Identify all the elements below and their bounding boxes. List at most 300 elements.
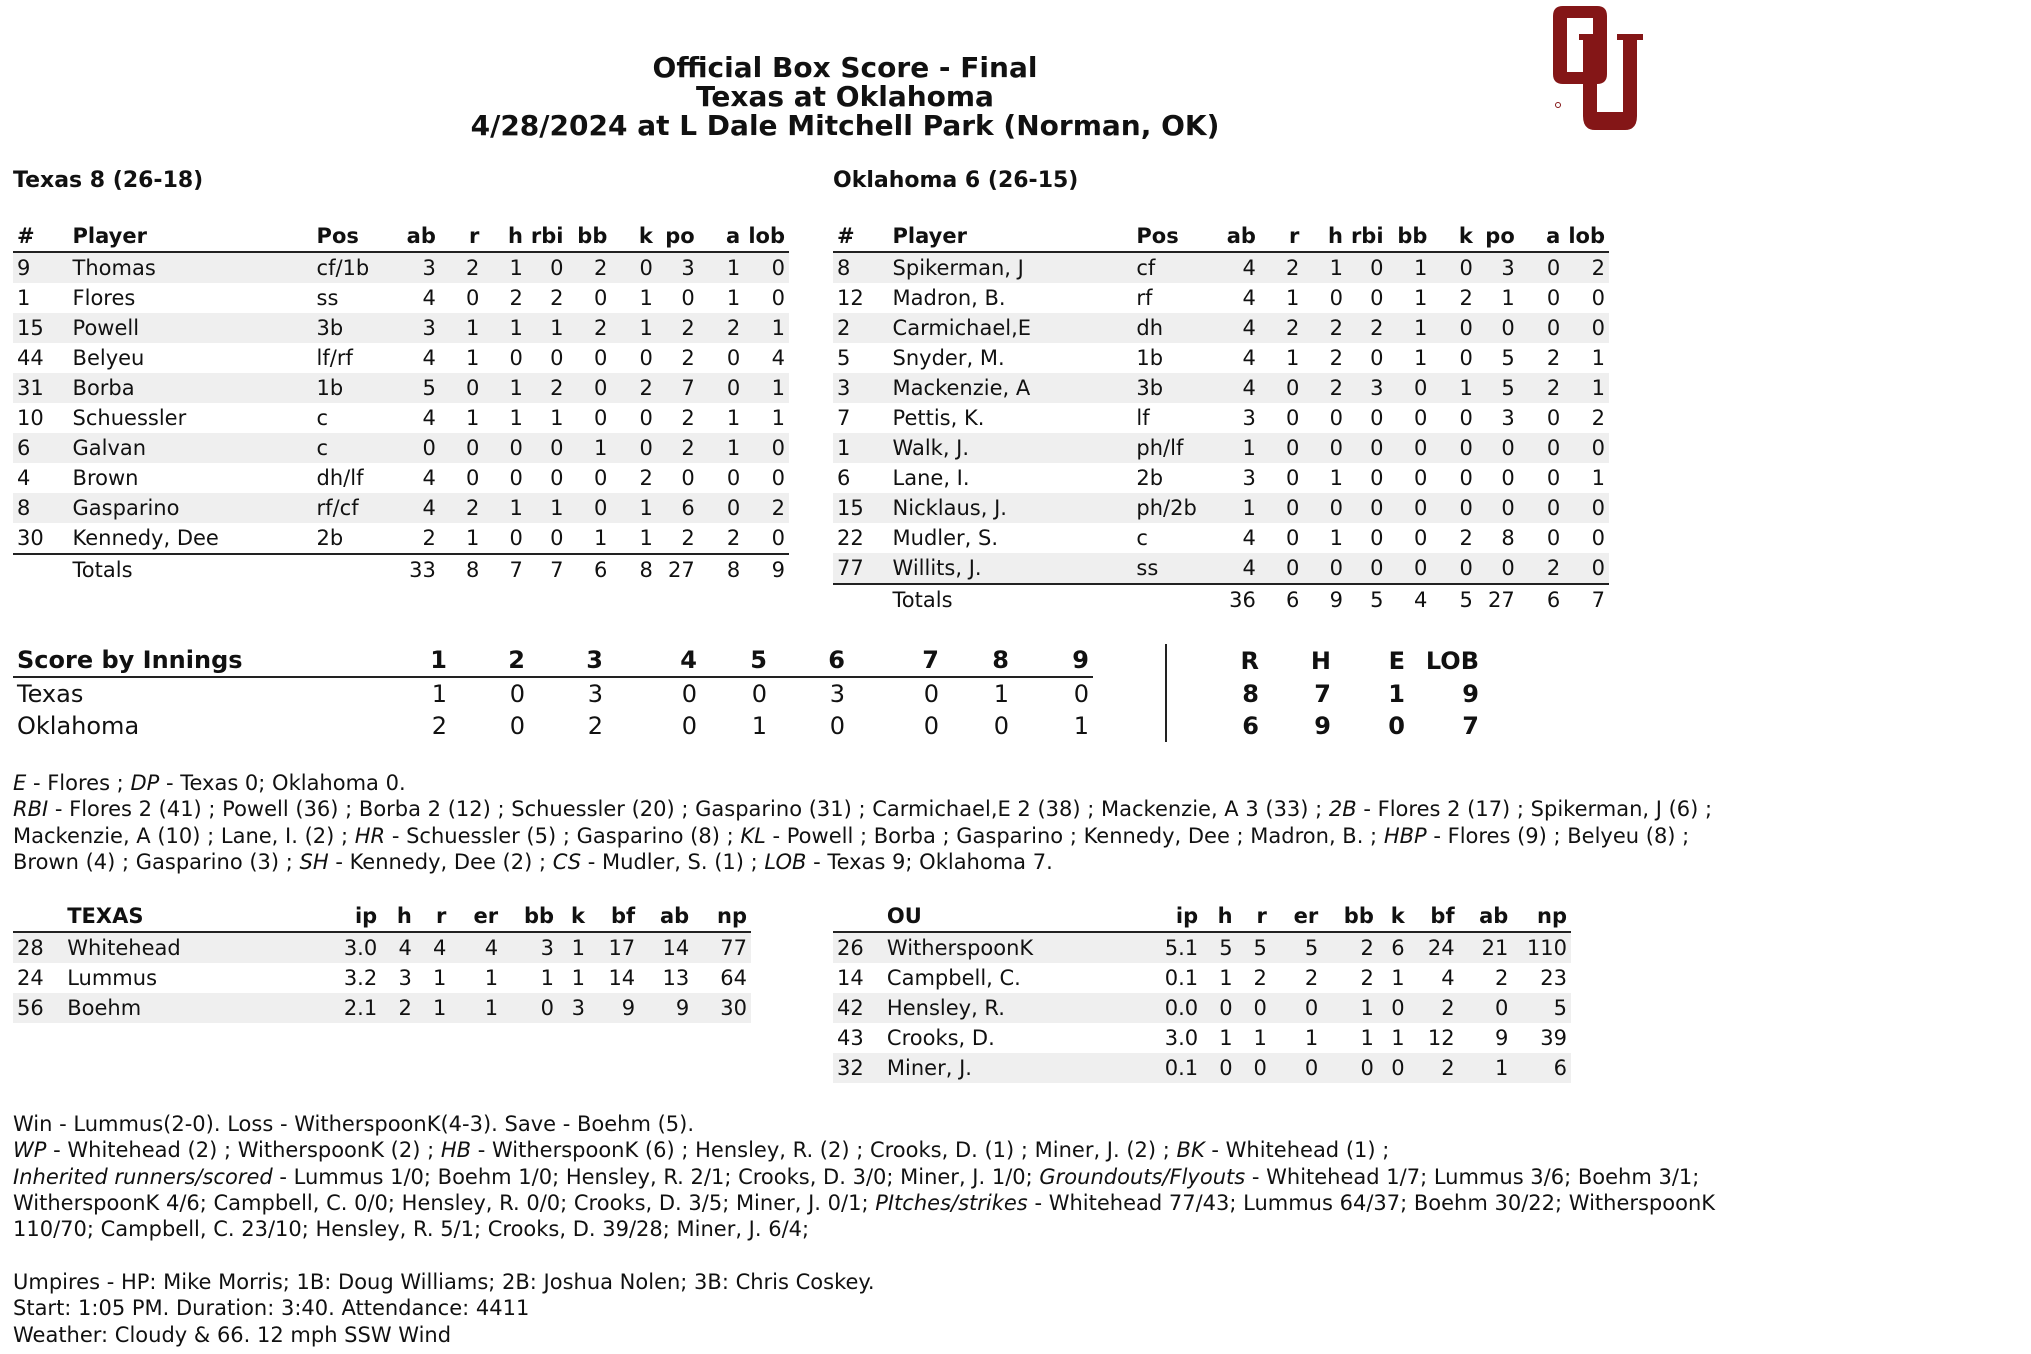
inning-score: 0 xyxy=(1073,680,1089,708)
stat-cell: 5 xyxy=(1477,373,1519,403)
player-name: Snyder, M. xyxy=(892,346,1005,370)
stat-cell: 2 xyxy=(1519,373,1564,403)
stat-cell: 0.0 xyxy=(1137,993,1202,1023)
stat-cell: 3 xyxy=(657,252,699,283)
stat-cell: 0 xyxy=(1459,993,1513,1023)
stat-cell: 1 xyxy=(1216,433,1260,463)
stat-cell: 0 xyxy=(1477,493,1519,523)
umpires-line: Umpires - HP: Mike Morris; 1B: Doug Williams; 2B: Joshua Nolen; 3B: Chris Coskey. xyxy=(13,1270,875,1294)
inning-header: 8 xyxy=(943,644,1013,677)
stat-cell: 2 xyxy=(440,493,484,523)
col-header: bb xyxy=(502,901,558,932)
stat-cell: 1 xyxy=(540,966,555,990)
inning-score: 1 xyxy=(993,680,1009,708)
stat-cell: 2 xyxy=(1253,966,1267,990)
pitching-row xyxy=(833,1023,1571,1053)
stat-cell: 0 xyxy=(568,493,612,523)
stat-cell: 2 xyxy=(1564,252,1609,283)
stat-cell: 15 xyxy=(13,313,69,343)
hr-text: - Schuessler (5) ; Gasparino (8) ; xyxy=(385,823,741,848)
player-name: Walk, J. xyxy=(889,433,1133,463)
pitcher-name: Miner, J. xyxy=(883,1053,1137,1083)
stat-cell: 1 xyxy=(611,523,656,554)
stat-cell: 0 xyxy=(639,346,653,370)
inning-score: 2 xyxy=(431,712,447,740)
stat-cell: 0 xyxy=(483,433,527,463)
stat-cell: 0 xyxy=(509,466,523,490)
stat-cell: 0 xyxy=(1591,286,1605,310)
player-name: Madron, B. xyxy=(892,286,1006,310)
stat-cell: 44 xyxy=(17,346,44,370)
batting-row xyxy=(833,343,1609,373)
col-header: ab xyxy=(396,221,440,252)
batting-row xyxy=(13,313,789,343)
stat-cell: 0 xyxy=(1546,526,1561,550)
pitcher-name: Campbell, C. xyxy=(886,966,1021,990)
stat-cell: 0 xyxy=(1347,433,1388,463)
stat-cell: 4 xyxy=(1242,286,1256,310)
stat-cell: 0 xyxy=(1519,493,1564,523)
hbp-text: - Flores (9) ; Belyeu (8) ; xyxy=(1426,823,1690,848)
hr-label: HR xyxy=(354,823,386,848)
col-header: lob xyxy=(1564,221,1609,252)
stat-cell: 5 xyxy=(1202,932,1236,963)
stat-cell: 1 xyxy=(1322,993,1378,1023)
totals-cell: 6 xyxy=(568,554,612,585)
stat-cell: 21 xyxy=(1459,932,1513,963)
stat-cell: 0 xyxy=(466,286,480,310)
inning-score: 0 xyxy=(509,712,525,740)
stat-cell: 28 xyxy=(13,932,63,963)
inning-score: 2 xyxy=(587,712,603,740)
stat-cell: 3 xyxy=(1347,373,1388,403)
stat-cell: 4 xyxy=(1242,346,1256,370)
ou-pitching-table xyxy=(833,901,1571,1083)
stat-cell: 110 xyxy=(1512,932,1571,963)
stat-cell: cf xyxy=(1132,252,1216,283)
stat-cell: 0 xyxy=(1378,1053,1409,1083)
col-header: er xyxy=(1271,901,1322,932)
stat-cell: 6 xyxy=(1378,932,1409,963)
game-info xyxy=(13,1269,875,1348)
stat-cell: 0 xyxy=(594,346,608,370)
batting-notes xyxy=(13,770,1712,875)
stat-cell: 3 xyxy=(396,313,440,343)
stat-cell: 15 xyxy=(833,493,889,523)
stat-cell: 8 xyxy=(833,252,889,283)
player-name: Galvan xyxy=(69,433,313,463)
stat-cell: 0 xyxy=(1347,252,1388,283)
stat-cell: 1 xyxy=(466,406,480,430)
stat-cell: cf/1b xyxy=(313,252,396,283)
stat-cell: 1 xyxy=(483,252,527,283)
notes-line-1 xyxy=(13,770,1712,796)
stat-cell: 2 xyxy=(1260,252,1304,283)
ps-label: PItches/strikes xyxy=(875,1190,1028,1215)
pitching-notes xyxy=(13,1111,1715,1242)
player-name: Powell xyxy=(69,313,313,343)
stat-cell: 5 xyxy=(1271,932,1322,963)
stat-cell: 4 xyxy=(1242,526,1256,550)
stat-cell: 14 xyxy=(608,966,636,990)
stat-cell: 1 xyxy=(1391,1026,1405,1050)
stat-cell: 2 xyxy=(1409,993,1459,1023)
stat-cell: 2 xyxy=(1494,966,1509,990)
stat-cell: 1 xyxy=(1286,286,1300,310)
box-score-title xyxy=(0,53,1690,140)
summary-header: E xyxy=(1388,646,1405,675)
stat-cell: c xyxy=(316,406,329,430)
stat-cell: 0 xyxy=(527,252,568,283)
inning-score: 0 xyxy=(509,680,525,708)
stat-cell: 3.0 xyxy=(316,932,381,963)
stat-cell: 4 xyxy=(1441,966,1455,990)
line-score-label: Score by Innings xyxy=(13,644,393,677)
stat-cell: 2 xyxy=(657,523,699,554)
pitcher-name: Whitehead xyxy=(63,932,316,963)
stat-cell: 9 xyxy=(1494,1026,1509,1050)
stat-cell: 5.1 xyxy=(1137,932,1202,963)
batting-row xyxy=(833,463,1609,493)
gf-text: - Whitehead 1/7; Lummus 3/6; Boehm 3/1; xyxy=(1245,1164,1700,1189)
line-score-header-row xyxy=(13,644,1483,677)
stat-cell: 2 xyxy=(1409,1053,1459,1083)
stat-cell: 0 xyxy=(1519,433,1564,463)
pitcher-name: Crooks, D. xyxy=(886,1026,995,1050)
col-header: rbi xyxy=(527,221,568,252)
stat-cell: 0 xyxy=(1260,553,1304,584)
stat-cell: 0 xyxy=(568,373,612,403)
stat-cell: 0 xyxy=(1564,433,1609,463)
stat-cell: 1 xyxy=(726,406,741,430)
hb-text: - WitherspoonK (6) ; Hensley, R. (2) ; Crooks, D. (1) ; Miner, J. (2) ; xyxy=(471,1138,1177,1163)
totals-cell: 4 xyxy=(1388,584,1432,615)
stat-cell: 0 xyxy=(1347,553,1388,584)
batting-row xyxy=(13,252,789,283)
stat-cell: lf xyxy=(1136,406,1150,430)
batting-row xyxy=(833,553,1609,584)
stat-cell: 4 xyxy=(1216,373,1260,403)
stat-cell: 2 xyxy=(396,523,440,554)
stat-cell: 2b xyxy=(1136,466,1164,490)
bk-text: - Whitehead (1) ; xyxy=(1204,1138,1390,1163)
stat-cell: 0 xyxy=(1477,313,1519,343)
stat-cell: 13 xyxy=(662,966,690,990)
totals-row xyxy=(833,584,1609,615)
stat-cell: 4 xyxy=(17,466,31,490)
stat-cell: 64 xyxy=(720,966,747,990)
col-header: bb xyxy=(1322,901,1378,932)
lob-text: - Texas 9; Oklahoma 7. xyxy=(806,849,1053,874)
stat-cell: 0 xyxy=(744,252,789,283)
col-header: OU xyxy=(883,901,1137,932)
col-header: k xyxy=(1378,901,1409,932)
player-name: Pettis, K. xyxy=(892,406,985,430)
stat-cell: 0 xyxy=(1431,252,1476,283)
stat-cell: 1 xyxy=(1253,1026,1267,1050)
stat-cell: 1 xyxy=(571,966,585,990)
stat-cell: 3b xyxy=(313,313,396,343)
stat-cell: 0 xyxy=(1303,433,1347,463)
inning-score: 1 xyxy=(751,712,767,740)
player-name: Mackenzie, A xyxy=(889,373,1133,403)
stat-cell: 2 xyxy=(440,252,484,283)
stat-cell: 1 xyxy=(744,373,789,403)
stat-cell: ss xyxy=(316,286,339,310)
col-header: po xyxy=(657,221,699,252)
stat-cell: 0 xyxy=(1370,406,1384,430)
stat-cell: 1 xyxy=(17,286,31,310)
player-name: Carmichael,E xyxy=(889,313,1133,343)
stat-cell: 2 xyxy=(611,373,656,403)
stat-cell: 1 xyxy=(483,373,527,403)
ir-label: Inherited runners/scored xyxy=(13,1164,273,1189)
title-line-3: 4/28/2024 at L Dale Mitchell Park (Norman, OK) xyxy=(470,109,1220,142)
totals-cell: 33 xyxy=(396,554,440,585)
col-header: np xyxy=(693,901,751,932)
stat-cell: 0 xyxy=(681,466,695,490)
pitching-row xyxy=(13,963,751,993)
col-header: r xyxy=(416,901,450,932)
stat-cell: 7 xyxy=(657,373,699,403)
col-header: ab xyxy=(1216,221,1260,252)
pitching-row xyxy=(13,993,751,1023)
stat-cell: 0 xyxy=(639,406,653,430)
stat-cell: 2 xyxy=(657,313,699,343)
stat-cell: rf/cf xyxy=(313,493,396,523)
stat-cell: 2 xyxy=(568,313,612,343)
texas-batting-header-row xyxy=(13,221,789,252)
inning-header: 4 xyxy=(607,644,701,677)
stat-cell: 0 xyxy=(483,523,527,554)
texas-pitching-header-row xyxy=(13,901,751,932)
totals-cell: 27 xyxy=(1477,584,1519,615)
pitcher-name: WitherspoonK xyxy=(883,932,1137,963)
stat-cell: 2 xyxy=(657,433,699,463)
stat-cell: 1 xyxy=(466,346,480,370)
stat-cell: 22 xyxy=(837,526,864,550)
totals-cell: 6 xyxy=(1519,584,1564,615)
e-text: - Flores ; xyxy=(26,771,131,795)
stat-cell: 0.1 xyxy=(1137,1053,1202,1083)
pitching-row xyxy=(833,963,1571,993)
stat-cell: 1 xyxy=(550,406,564,430)
stat-cell: 0 xyxy=(1501,466,1515,490)
col-header: ab xyxy=(639,901,693,932)
stat-cell: 0 xyxy=(1388,373,1432,403)
totals-cell: Totals xyxy=(69,554,313,585)
stat-cell: 0 xyxy=(1459,406,1473,430)
stat-cell: 1b xyxy=(313,373,396,403)
player-name: Belyeu xyxy=(72,346,145,370)
stat-cell: 12 xyxy=(837,286,864,310)
stat-cell: 2 xyxy=(527,373,568,403)
stat-cell: ph/lf xyxy=(1132,433,1216,463)
inning-score: 1 xyxy=(1073,712,1089,740)
col-header: h xyxy=(483,221,527,252)
stat-cell: 0 xyxy=(1286,466,1300,490)
col-header: er xyxy=(450,901,502,932)
stat-cell: 0 xyxy=(1546,286,1561,310)
totals-cell xyxy=(1132,584,1216,615)
oklahoma-heading: Oklahoma 6 (26-15) xyxy=(833,168,1079,193)
stat-cell: 2 xyxy=(568,252,612,283)
col-header: k xyxy=(558,901,589,932)
stat-cell: 1 xyxy=(558,932,589,963)
inning-score: 3 xyxy=(587,680,603,708)
stat-cell: 39 xyxy=(1540,1026,1567,1050)
sh-text: - Kennedy, Dee (2) ; xyxy=(328,849,553,874)
stat-cell: 0 xyxy=(550,466,564,490)
stat-cell: 0 xyxy=(1431,433,1476,463)
stat-cell: 8 xyxy=(13,493,69,523)
pitcher-name: Hensley, R. xyxy=(883,993,1137,1023)
stat-cell: 0 xyxy=(1271,993,1322,1023)
col-header: bb xyxy=(1388,221,1432,252)
sh-label: SH xyxy=(299,849,329,874)
stat-cell: 4 xyxy=(422,406,436,430)
stat-cell: 2 xyxy=(1303,313,1347,343)
stat-cell: 1 xyxy=(1303,252,1347,283)
stat-cell: 1 xyxy=(1304,1026,1319,1050)
pitching-row xyxy=(833,1053,1571,1083)
stat-cell: 0 xyxy=(1519,313,1564,343)
stat-cell: 0 xyxy=(1378,993,1409,1023)
totals-cell: 8 xyxy=(611,554,656,585)
stat-cell: 1 xyxy=(483,313,527,343)
stat-cell: 1 xyxy=(699,252,744,283)
col-header: ip xyxy=(316,901,381,932)
col-header: a xyxy=(1519,221,1564,252)
summary-value: 8 xyxy=(1242,679,1259,708)
player-name: Borba xyxy=(69,373,313,403)
stat-cell: 6 xyxy=(837,466,851,490)
kl-label: KL xyxy=(740,823,766,848)
stat-cell: 24 xyxy=(1409,932,1459,963)
stat-cell: 0 xyxy=(1388,553,1432,584)
batting-row xyxy=(833,373,1609,403)
stat-cell: 1 xyxy=(1414,286,1428,310)
pitcher-name: Boehm xyxy=(63,993,316,1023)
batting-row xyxy=(13,373,789,403)
batting-row xyxy=(13,523,789,554)
stat-cell: 32 xyxy=(833,1053,883,1083)
stat-cell: 1 xyxy=(1219,966,1233,990)
stat-cell: 0 xyxy=(527,433,568,463)
stat-cell: 1 xyxy=(699,433,744,463)
stat-cell: 77 xyxy=(833,553,889,584)
player-name: Brown xyxy=(72,466,139,490)
stat-cell: 1 xyxy=(1286,346,1300,370)
stat-cell: 1 xyxy=(1591,346,1605,370)
stat-cell: 5 xyxy=(1512,993,1571,1023)
stat-cell: 0 xyxy=(611,433,656,463)
kl-text: - Powell ; Borba ; Gasparino ; Kennedy, Dee ; Madron, B. ; xyxy=(765,823,1384,848)
stat-cell: 5 xyxy=(837,346,851,370)
stat-cell: 0 xyxy=(1271,1053,1322,1083)
title-line-1: Official Box Score - Final xyxy=(652,51,1038,84)
stat-cell: 2 xyxy=(681,346,695,370)
col-header: Pos xyxy=(313,221,396,252)
stat-cell: 3 xyxy=(398,966,412,990)
stat-cell: 0 xyxy=(1414,406,1428,430)
stat-cell: 0 xyxy=(550,346,564,370)
stat-cell: 3 xyxy=(558,993,589,1023)
stat-cell: 3 xyxy=(502,932,558,963)
dp-label: DP xyxy=(130,771,160,795)
summary-header: H xyxy=(1310,646,1331,675)
stat-cell: 2 xyxy=(1519,553,1564,584)
totals-cell: 5 xyxy=(1431,584,1476,615)
stat-cell: 2 xyxy=(1459,286,1473,310)
inning-header: 2 xyxy=(451,644,529,677)
stat-cell: 0 xyxy=(396,433,440,463)
batting-row xyxy=(13,343,789,373)
stat-cell: 0 xyxy=(1260,493,1304,523)
stat-cell: 0 xyxy=(1303,493,1347,523)
stat-cell: 0 xyxy=(1347,493,1388,523)
stat-cell: 23 xyxy=(1540,966,1567,990)
stat-cell: 0 xyxy=(1286,526,1300,550)
stat-cell: 4 xyxy=(450,932,502,963)
stat-cell: 4 xyxy=(416,932,450,963)
col-header: h xyxy=(381,901,416,932)
stat-cell: 0 xyxy=(1329,406,1343,430)
stat-cell: 0 xyxy=(1322,1053,1378,1083)
stat-cell: 2b xyxy=(313,523,396,554)
stat-cell: 0 xyxy=(744,523,789,554)
stat-cell: 0 xyxy=(1414,466,1428,490)
stat-cell: 31 xyxy=(13,373,69,403)
stat-cell: 1 xyxy=(771,406,785,430)
totals-cell xyxy=(13,554,69,585)
stat-cell: 77 xyxy=(693,932,751,963)
line-score-row xyxy=(13,677,1483,710)
stat-cell: 0 xyxy=(1260,373,1304,403)
col-header: h xyxy=(1303,221,1347,252)
batting-row xyxy=(13,433,789,463)
stat-cell: 1 xyxy=(440,313,484,343)
stat-cell: 0 xyxy=(611,252,656,283)
team-name: Oklahoma xyxy=(17,712,140,740)
stat-cell: 0 xyxy=(1564,313,1609,343)
inning-header: 7 xyxy=(849,644,943,677)
stat-cell: 0 xyxy=(726,466,741,490)
stat-cell: 2 xyxy=(1260,313,1304,343)
stat-cell: 0 xyxy=(1237,1053,1271,1083)
stat-cell: 4 xyxy=(1216,313,1260,343)
stat-cell: 1 xyxy=(1360,1026,1374,1050)
stat-cell: 0 xyxy=(1564,553,1609,584)
batting-row xyxy=(833,523,1609,553)
stat-cell: 1 xyxy=(639,286,653,310)
stat-cell: 1 xyxy=(1329,526,1343,550)
stat-cell: 2 xyxy=(639,466,653,490)
col-header xyxy=(833,901,883,932)
decision-line: Win - Lummus(2-0). Loss - WitherspoonK(4-3). Save - Boehm (5). xyxy=(13,1112,695,1136)
batting-row xyxy=(833,403,1609,433)
stat-cell: 2 xyxy=(550,286,564,310)
stat-cell: 1 xyxy=(1391,966,1405,990)
stat-cell: 1 xyxy=(432,966,447,990)
pitching-notes-line-3 xyxy=(13,1164,1715,1190)
col-header: Pos xyxy=(1132,221,1216,252)
stat-cell: 0 xyxy=(681,286,695,310)
stat-cell: 1 xyxy=(509,406,523,430)
inning-score: 0 xyxy=(923,712,939,740)
stat-cell: 1 xyxy=(440,523,484,554)
stat-cell: 10 xyxy=(17,406,44,430)
